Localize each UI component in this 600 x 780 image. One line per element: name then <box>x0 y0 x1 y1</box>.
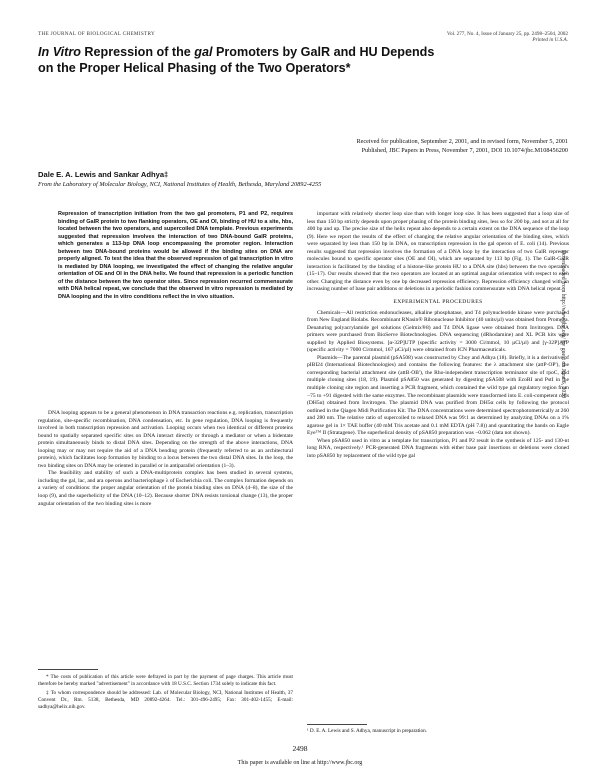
affiliation: From the Laboratory of Molecular Biology, NCI, National Institutes of Health, Bethesda, Maryland 20892-4255 <box>38 181 322 188</box>
abstract: Repression of transcription initiation from the two gal promoters, P1 and P2, requires binding of GalR protein to two flanking operators, OE and OI, binding of HU to a site, hbs, located between the two operators, and supercoiled DNA template. Previous experiments suggested that repression involves the interaction of two DNA-bound GalR proteins, which generates a 113-bp DNA loop encompassing the promoter region. Interaction between two DNA-bound proteins would be allowed if the binding sites on DNA are properly aligned. To test the idea that the observed repression of gal transcription in vitro is mediated by DNA looping, we investigated the effect of changing the relative angular orientation of OE and OI in the DNA helix. We found that repression is a periodic function of the distance between the two operator sites. Since repression recurred commensurate with DNA helical repeat, we conclude that the observed in vitro repression is mediated by DNA looping and the in vitro conditions reflect the in vivo situation. <box>58 211 293 301</box>
received-date: Received for publication, September 2, 2001, and in revised form, November 5, 2001 <box>356 138 568 145</box>
footnotes <box>38 674 293 713</box>
intro-paragraph-3: important with relatively shorter loop size than with longer loop size. It has been suggested that a loop size of less than 150 bp strictly depends upon proper phasing of the protein binding sites, less so for 200 bp, and not at all for 400 bp and up. The precise size of the helix repeat also depends to a certain extent on the DNA sequence of the loop (9). Here we report the results of the effect of changing the relative angular orientation of the binding sites, which were separated by less than 150 bp in DNA, on transcription repression in the gal operon of E. coli (14). Previous results suggested that repression involves the formation of a DNA loop by the interaction of two GalR repressor molecules bound to specific operator sites (OE and OI), which are separated by 113 bp (Fig. 1). The GalR-GalR interaction is facilitated by the binding of a histone-like protein HU to a DNA site (hbs) between the two operators (15–17). Our results showed that the two operators are located at an optimal angular orientation with respect to each other. Changing the distance even by one bp decreased repression efficiency. Repression efficiency changed with an increasing number of base pair additions or deletions in a periodic fashion commensurate with DNA helical repeat. <box>307 211 569 293</box>
footnote-divider <box>38 669 98 670</box>
methods-template: When pSA850 used in vitro as a template for transcription, P1 and P2 result in the synthesis of 125- and 130-nt long RNA, respectively.¹ PCR-generated DNA fragments with either base pair insertions or deletions were cloned into pSA850 by replacement of the wild type gal <box>307 437 569 459</box>
running-head-journal: THE JOURNAL OF BIOLOGICAL CHEMISTRY <box>38 31 156 37</box>
footnote-divider-right <box>307 724 367 725</box>
intro-paragraph-1: DNA looping appears to be a general phenomenon in DNA transaction reactions e.g. replication, transcription regulation, site-specific recombination, DNA condensation, etc. In gene regulation, DNA looping is frequently involved in both transcription repression and activation. Looping occurs when two identical or different proteins bound to spatially separated specific sites on DNA interact directly or through a mediator or when a bidentate protein simultaneously binds to distal DNA sites. Depending on the strength of the above interactions, DNA looping may or may not require the aid of a DNA bending protein (frequently referred to as an architectural protein), which facilitates loop formation by binding to a locus between the two distal DNA sites. In the loop, the two binding sites on DNA may be oriented in parallel or in antiparallel orientation (1–3). <box>38 410 293 469</box>
published-date: Published, JBC Papers in Press, November 7, 2001, DOI 10.1074/jbc.M108456200 <box>361 147 568 154</box>
footnote-correspondence: ‡ To whom correspondence should be addressed: Lab. of Molecular Biology, NCI, National Institutes of Health, 37 Convent Dr., Rm. 5138, Bethesda, MD 20892-4264. Tel.: 301-496-2495; Fax: 301-402-1455; E-mail: sadhya@helix.nih.gov. <box>38 689 293 710</box>
title-italic-lead: In Vitro <box>38 45 81 59</box>
title-line1-end: Promoters by GalR and HU Depends <box>212 45 435 59</box>
intro-paragraph-2: The feasibility and stability of such a DNA-multiprotein complex has been studied in several systems, including the gal, lac, and ara operons and bacteriophage λ of Escherichia coli. The complex formation depends on a variety of conditions: the proper angular orientation of the protein binding sites on DNA (4–8), the size of the loop (9), and the superhelicity of the DNA (10–12). Because shorter DNA resists torsional change (13), the proper angular orientation of the two binding sites is more <box>38 470 293 507</box>
title-gal: gal <box>194 45 213 59</box>
footnote-costs: * The costs of publication of this article were defrayed in part by the payment of page charges. This article must therefore be hereby marked "advertisement" in accordance with 18 U.S.C. Section 1734 solely to indicate this fact. <box>38 674 293 687</box>
running-head-citation: Vol. 277, No. 4, Issue of January 25, pp. 2498–2504, 2002 <box>446 31 568 37</box>
authors: Dale E. A. Lewis and Sankar Adhya‡ <box>38 170 169 179</box>
methods-chemicals: Chemicals—All restriction endonucleases, alkaline phosphatase, and T4 polynucleotide kinase were purchased from New England Biolabs. Recombinant RNasin® Ribonuclease Inhibitor (40 units/µl) was obtained from Promega. Denaturing polyacrylamide gel solutions (Gelmix®8) and T4 DNA ligase were obtained from Invitrogen. DNA primers were purchased from BioServe Biotechnologies. DNA sequencing (dRhodamine) and XL PCR kits were supplied by Applied Biosystems. [α-32P]UTP (specific activity = 3000 Ci/mmol, 10 µCi/µl) and [γ-32P]ATP (specific activity = 7000 Ci/mmol, 167 µCi/µl) were obtained from ICN Pharmaceuticals. <box>307 309 569 354</box>
running-head-printed: Printed in U.S.A. <box>532 37 568 43</box>
title-line1-rest: Repression of the <box>80 45 195 59</box>
left-column-body <box>38 410 293 508</box>
download-watermark: Downloaded from http://www.jbc.org/ by guest on June 6, 2020 <box>560 250 566 399</box>
title-line2: on the Proper Helical Phasing of the Two Operators* <box>38 61 351 75</box>
page-number: 2498 <box>292 744 308 753</box>
article-title <box>38 44 568 76</box>
footnote-manuscript: ¹ D. E. A. Lewis and S. Adhya, manuscript in preparation. <box>307 728 427 734</box>
methods-plasmids: Plasmids—The parental plasmid (pSA508) was constructed by Choy and Adhya (18). Briefly, it is a derivative of pIBI24 (International Biotechnologies) and contains the following features: the λ attachment site (attP·OP'), the corresponding bacterial attachment site (attB·OB'), the Rho-independent transcription terminator site of rpoC, and multiple cloning sites (18, 19). Plasmid pSA850 was generated by digesting pSA508 with EcoRI and PstI in the multiple cloning site region and inserting a PCR fragment, which contained the wild type gal regulatory region from −75 to +91 digested with the same enzymes. The recombinant plasmids were transformed into E. coli-competent cells (DH5α) obtained from Invitrogen. The plasmid DNA was purified from DH5α cells by following the protocol outlined in the Qiagen Midi Purification Kit. The DNA concentrations were determined spectrophotometrically at 260 and 280 nm. The relative ratio of supercoiled to relaxed DNA was 99:1 as determined by analyzing DNAs on a 1% agarose gel in 1× TAE buffer (40 mM Tris acetate and 0.1 mM EDTA (pH 7.8)) and quantitating the bands on Eagle Eye™ II (Stratagene). The superhelical density of pSA850 preparation was −0.062 (data not shown). <box>307 354 569 437</box>
section-heading: EXPERIMENTAL PROCEDURES <box>393 299 483 306</box>
right-column-body <box>307 211 569 461</box>
page-footer: This paper is available on line at http://www.jbc.org <box>237 760 363 766</box>
